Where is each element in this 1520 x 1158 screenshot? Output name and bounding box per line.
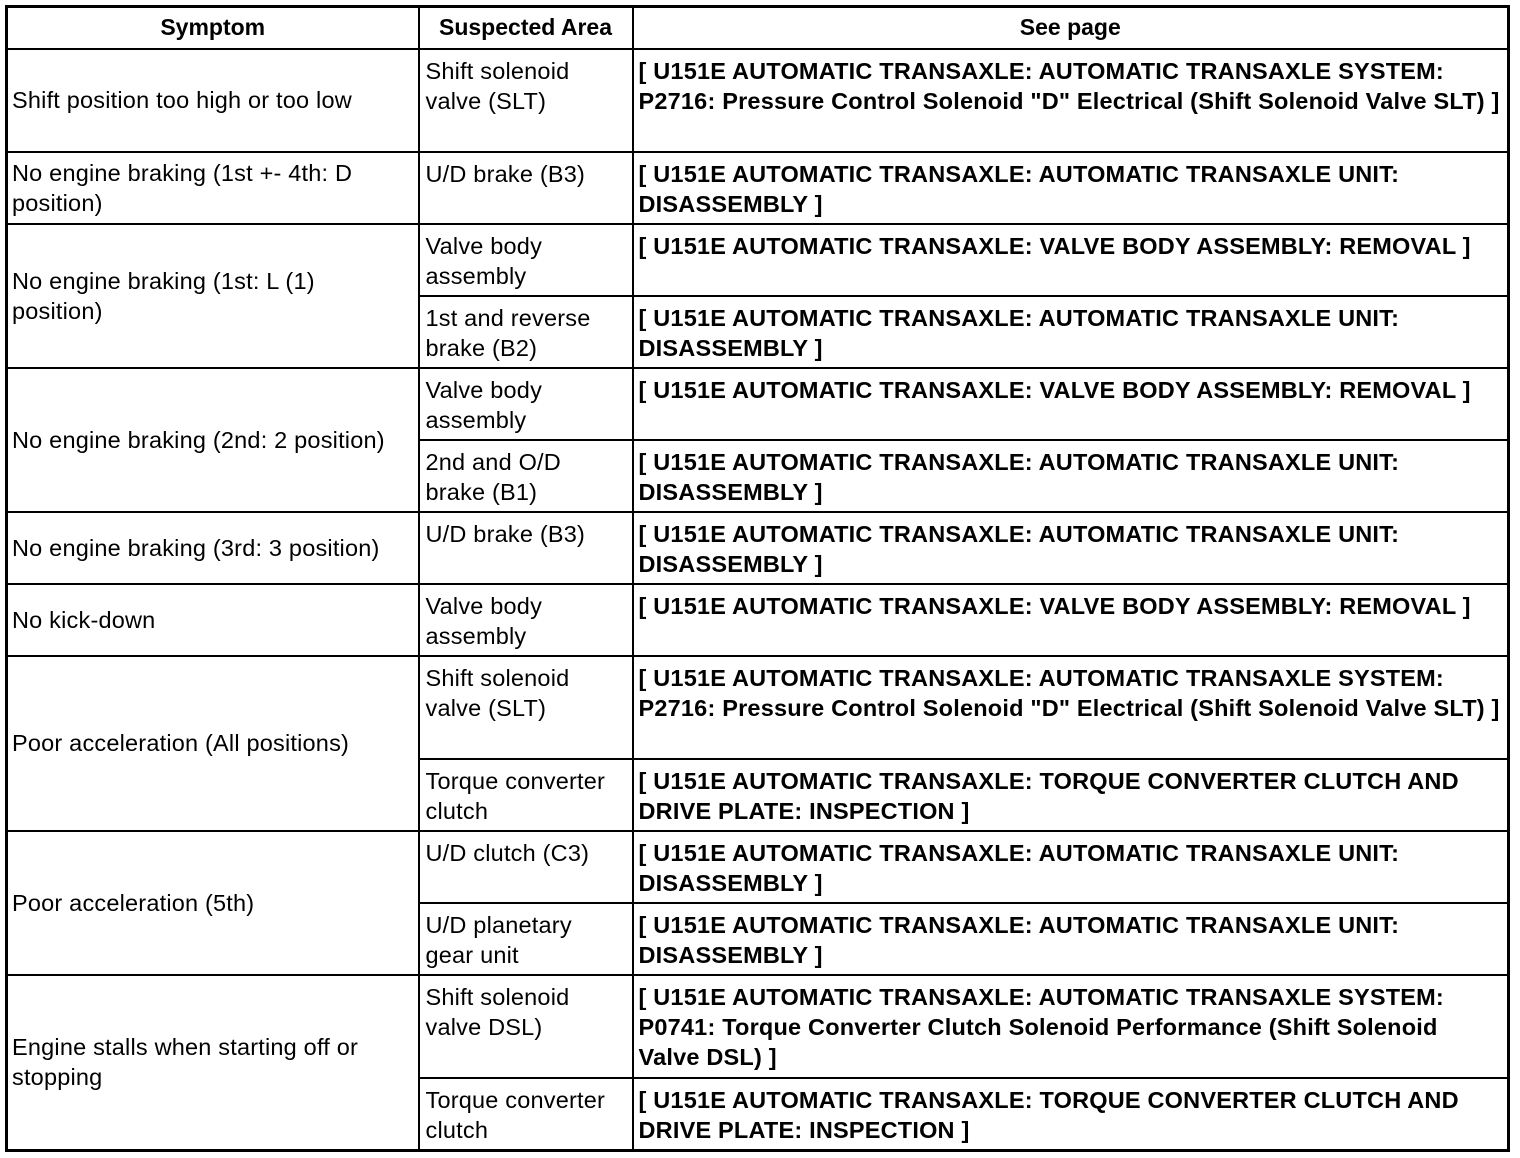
see-page-link[interactable]: [ U151E AUTOMATIC TRANSAXLE: AUTOMATIC TRANSAXLE UNIT: DISASSEMBLY ] [633, 831, 1509, 903]
table-row [7, 584, 1509, 656]
suspected-area-cell: U/D clutch (C3) [419, 831, 633, 903]
suspected-area-cell: U/D planetary gear unit [419, 903, 633, 975]
table-row [7, 975, 1509, 1078]
column-header-suspected-area: Suspected Area [419, 7, 633, 49]
suspected-area-cell: Shift solenoid valve (SLT) [419, 49, 633, 152]
suspected-area-cell: Valve body assembly [419, 584, 633, 656]
see-page-link[interactable]: [ U151E AUTOMATIC TRANSAXLE: VALVE BODY ASSEMBLY: REMOVAL ] [633, 224, 1509, 296]
suspected-area-cell: 2nd and O/D brake (B1) [419, 440, 633, 512]
table-row [7, 49, 1509, 152]
symptom-cell: Engine stalls when starting off or stopping [7, 975, 419, 1151]
suspected-area-cell: U/D brake (B3) [419, 512, 633, 584]
suspected-area-cell: U/D brake (B3) [419, 152, 633, 224]
symptom-cell: Poor acceleration (5th) [7, 831, 419, 975]
table-row [7, 831, 1509, 903]
symptom-cell: No engine braking (3rd: 3 position) [7, 512, 419, 584]
see-page-link[interactable]: [ U151E AUTOMATIC TRANSAXLE: AUTOMATIC TRANSAXLE SYSTEM: P0741: Torque Converter Clutch Solenoid Performance (Shift Solenoid Valve DSL) ] [633, 975, 1509, 1078]
troubleshooting-table-container [5, 5, 1510, 1152]
symptom-cell: No engine braking (1st: L (1) position) [7, 224, 419, 368]
table-row [7, 368, 1509, 440]
table-row [7, 512, 1509, 584]
suspected-area-cell: Shift solenoid valve (SLT) [419, 656, 633, 759]
see-page-link[interactable]: [ U151E AUTOMATIC TRANSAXLE: AUTOMATIC TRANSAXLE SYSTEM: P2716: Pressure Control Solenoid "D" Electrical (Shift Solenoid Valve SLT) ] [633, 49, 1509, 152]
see-page-link[interactable]: [ U151E AUTOMATIC TRANSAXLE: VALVE BODY ASSEMBLY: REMOVAL ] [633, 584, 1509, 656]
symptom-cell: Shift position too high or too low [7, 49, 419, 152]
suspected-area-cell: 1st and reverse brake (B2) [419, 296, 633, 368]
see-page-link[interactable]: [ U151E AUTOMATIC TRANSAXLE: AUTOMATIC TRANSAXLE UNIT: DISASSEMBLY ] [633, 152, 1509, 224]
column-header-see-page: See page [633, 7, 1509, 49]
symptom-cell: Poor acceleration (All positions) [7, 656, 419, 831]
suspected-area-cell: Shift solenoid valve DSL) [419, 975, 633, 1078]
suspected-area-cell: Torque converter clutch [419, 1078, 633, 1151]
suspected-area-cell: Valve body assembly [419, 368, 633, 440]
troubleshooting-table [5, 5, 1510, 1152]
column-header-symptom: Symptom [7, 7, 419, 49]
symptom-cell: No engine braking (2nd: 2 position) [7, 368, 419, 512]
see-page-link[interactable]: [ U151E AUTOMATIC TRANSAXLE: AUTOMATIC TRANSAXLE UNIT: DISASSEMBLY ] [633, 512, 1509, 584]
see-page-link[interactable]: [ U151E AUTOMATIC TRANSAXLE: TORQUE CONVERTER CLUTCH AND DRIVE PLATE: INSPECTION ] [633, 1078, 1509, 1151]
symptom-cell: No engine braking (1st +- 4th: D position) [7, 152, 419, 224]
suspected-area-cell: Torque converter clutch [419, 759, 633, 831]
see-page-link[interactable]: [ U151E AUTOMATIC TRANSAXLE: AUTOMATIC TRANSAXLE SYSTEM: P2716: Pressure Control Solenoid "D" Electrical (Shift Solenoid Valve SLT) ] [633, 656, 1509, 759]
see-page-link[interactable]: [ U151E AUTOMATIC TRANSAXLE: VALVE BODY ASSEMBLY: REMOVAL ] [633, 368, 1509, 440]
table-row [7, 152, 1509, 224]
suspected-area-cell: Valve body assembly [419, 224, 633, 296]
see-page-link[interactable]: [ U151E AUTOMATIC TRANSAXLE: AUTOMATIC TRANSAXLE UNIT: DISASSEMBLY ] [633, 296, 1509, 368]
see-page-link[interactable]: [ U151E AUTOMATIC TRANSAXLE: TORQUE CONVERTER CLUTCH AND DRIVE PLATE: INSPECTION ] [633, 759, 1509, 831]
table-header-row [7, 7, 1509, 49]
see-page-link[interactable]: [ U151E AUTOMATIC TRANSAXLE: AUTOMATIC TRANSAXLE UNIT: DISASSEMBLY ] [633, 903, 1509, 975]
table-row [7, 224, 1509, 296]
see-page-link[interactable]: [ U151E AUTOMATIC TRANSAXLE: AUTOMATIC TRANSAXLE UNIT: DISASSEMBLY ] [633, 440, 1509, 512]
symptom-cell: No kick-down [7, 584, 419, 656]
table-row [7, 656, 1509, 759]
